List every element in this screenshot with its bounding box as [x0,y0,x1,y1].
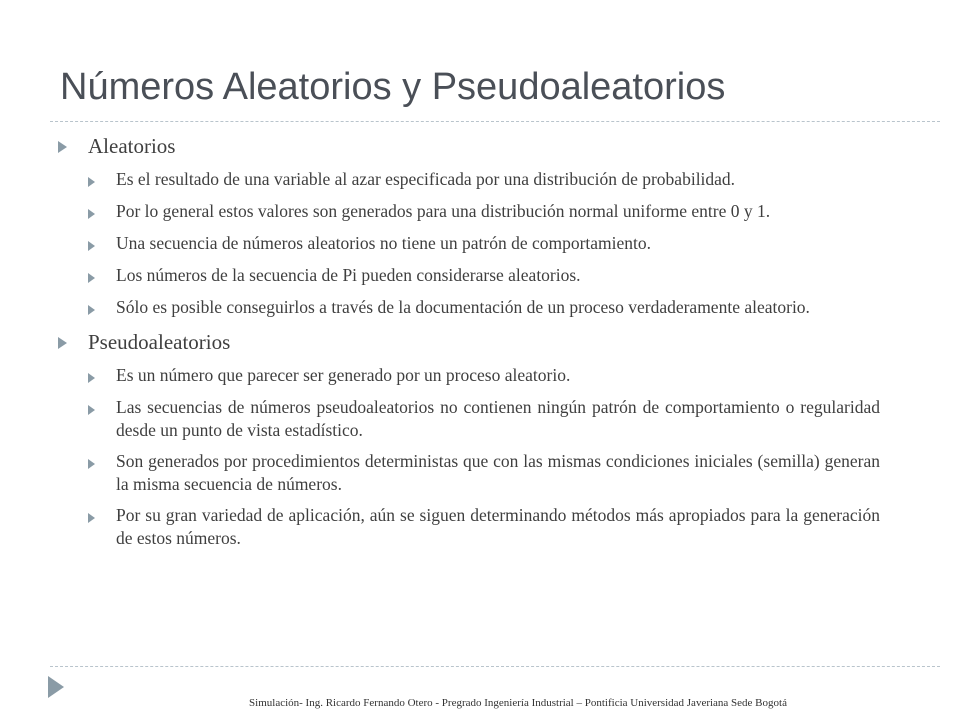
triangle-bullet-icon [88,168,116,192]
bullet-list [58,364,880,550]
triangle-bullet-icon [88,296,116,320]
bullet-level1 [58,132,880,160]
list-item-text: Sólo es posible conseguirlos a través de la documentación de un proceso verdaderamente aleatorio. [116,297,810,317]
list-item-text: Las secuencias de números pseudoaleatorios no contienen ningún patrón de comportamiento o regularidad desde un punto de vista estadístico. [116,397,880,440]
list-item-text: Es el resultado de una variable al azar especificada por una distribución de probabilidad. [116,169,736,189]
footer-divider [50,666,940,667]
list-item-text: Son generados por procedimientos deterministas que con las mismas condiciones iniciales (semilla) generan la misma secuencia de números. [116,451,880,494]
list-item [58,232,880,256]
triangle-bullet-icon [58,132,88,158]
list-item [58,200,880,224]
triangle-bullet-icon [88,504,116,528]
section-pseudoaleatorios [58,328,880,550]
bullet-list [58,168,880,320]
triangle-bullet-icon [88,200,116,224]
list-item [58,396,880,442]
triangle-bullet-icon [88,232,116,256]
list-item [58,296,880,320]
title-divider [50,121,940,122]
list-item-text: Es un número que parecer ser generado por un proceso aleatorio. [116,365,571,385]
bullet-level1 [58,328,880,356]
section-heading: Pseudoaleatorios [88,330,231,354]
list-item-text: Por su gran variedad de aplicación, aún se siguen determinando métodos más apropiados para la generación de estos números. [116,505,880,548]
list-item [58,168,880,192]
footer-arrow-icon [48,676,64,703]
slide-body [58,132,880,558]
list-item [58,364,880,388]
triangle-bullet-icon [88,264,116,288]
list-item-text: Una secuencia de números aleatorios no tiene un patrón de comportamiento. [116,233,652,253]
list-item [58,264,880,288]
slide-title: Números Aleatorios y Pseudoaleatorios [60,66,726,108]
triangle-bullet-icon [88,450,116,474]
triangle-bullet-icon [58,328,88,354]
list-item [58,450,880,496]
triangle-bullet-icon [88,364,116,388]
slide-footer: Simulación- Ing. Ricardo Fernando Otero - Pregrado Ingeniería Industrial – Pontificia Universidad Javeriana Sede Bogotá [249,697,787,709]
triangle-bullet-icon [88,396,116,420]
list-item-text: Los números de la secuencia de Pi pueden considerarse aleatorios. [116,265,581,285]
list-item [58,504,880,550]
section-heading: Aleatorios [88,134,176,158]
section-aleatorios [58,132,880,320]
list-item-text: Por lo general estos valores son generados para una distribución normal uniforme entre 0 y 1. [116,201,771,221]
